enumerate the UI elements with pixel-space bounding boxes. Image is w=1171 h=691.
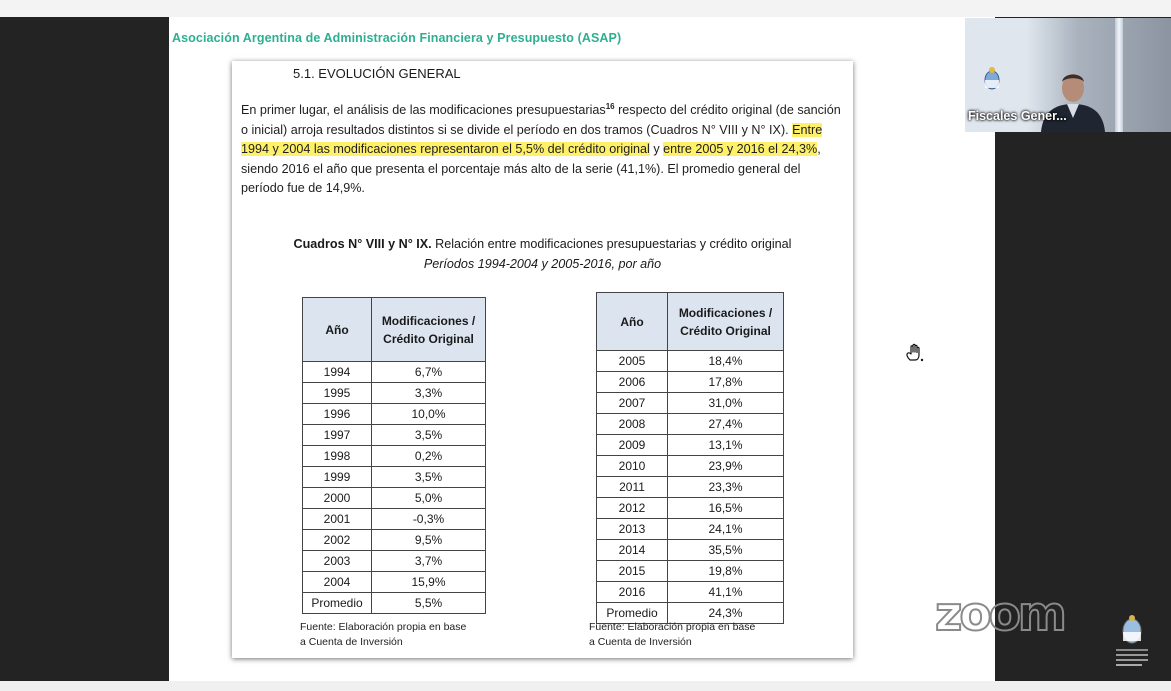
table-row — [597, 456, 784, 477]
percentage-cell: 5,0% — [372, 488, 486, 509]
slide-header: Asociación Argentina de Administración Financiera y Presupuesto (ASAP) — [172, 31, 622, 45]
table-row — [303, 593, 486, 614]
year-cell: 1998 — [303, 446, 372, 467]
source-line: Fuente: Elaboración propia en base — [589, 621, 756, 633]
table-row — [303, 509, 486, 530]
percentage-cell: 16,5% — [668, 498, 784, 519]
column-header-year: Año — [303, 298, 372, 362]
table-caption-period: Períodos 1994-2004 y 2005-2016, por año — [423, 257, 662, 271]
table-1994-2004 — [302, 297, 486, 614]
year-cell: 2000 — [303, 488, 372, 509]
paragraph-text: , siendo 2016 el año que presenta el porcentaje más alto de la serie (41,1%). El promedio general del período fue de 14,9%. — [241, 142, 821, 196]
table-row — [303, 551, 486, 572]
year-cell: 2016 — [597, 582, 668, 603]
table-row — [303, 530, 486, 551]
table-row — [597, 414, 784, 435]
percentage-cell: 9,5% — [372, 530, 486, 551]
year-cell: 2013 — [597, 519, 668, 540]
hand-cursor-icon — [903, 342, 925, 364]
year-cell: 1994 — [303, 362, 372, 383]
year-cell: Promedio — [597, 603, 668, 624]
percentage-cell: 24,1% — [668, 519, 784, 540]
percentage-cell: 6,7% — [372, 362, 486, 383]
coat-of-arms-icon — [983, 66, 1001, 92]
paragraph-text: y — [649, 142, 664, 157]
percentage-cell: 35,5% — [668, 540, 784, 561]
table-row — [597, 372, 784, 393]
percentage-cell: 3,5% — [372, 425, 486, 446]
table-row — [597, 519, 784, 540]
column-header-modifications: Modificaciones / Crédito Original — [668, 293, 784, 351]
year-cell: 2010 — [597, 456, 668, 477]
source-line: a Cuenta de Inversión — [589, 636, 692, 648]
percentage-cell: 23,9% — [668, 456, 784, 477]
year-cell: 2003 — [303, 551, 372, 572]
percentage-cell: 10,0% — [372, 404, 486, 425]
percentage-cell: 31,0% — [668, 393, 784, 414]
year-cell: 2001 — [303, 509, 372, 530]
table-row — [303, 446, 486, 467]
table-2005-2016 — [596, 292, 784, 624]
section-title: 5.1. EVOLUCIÓN GENERAL — [293, 66, 461, 81]
year-cell: 1995 — [303, 383, 372, 404]
caption-text: Relación entre modificaciones presupuestarias y crédito original — [431, 237, 792, 251]
table-row — [303, 467, 486, 488]
table-row — [597, 435, 784, 456]
year-cell: 2012 — [597, 498, 668, 519]
footnote-marker: 16 — [605, 101, 615, 111]
percentage-cell: 3,5% — [372, 467, 486, 488]
percentage-cell: 17,8% — [668, 372, 784, 393]
highlighted-text: Entre 1994 y 2004 las modificaciones representaron el 5,5% del crédito original — [241, 122, 823, 157]
percentage-cell: -0,3% — [372, 509, 486, 530]
table-row — [597, 351, 784, 372]
paragraph-text: En primer lugar, el análisis de las modificaciones presupuestarias — [241, 103, 606, 117]
table-row — [303, 362, 486, 383]
paragraph-text: respecto del crédito original (de sanción o inicial) arroja resultados distintos si se divide el período en dos tramos (Cuadros N° VIII y N° IX). — [241, 103, 841, 137]
source-line: Fuente: Elaboración propia en base — [300, 621, 467, 633]
year-cell: 2009 — [597, 435, 668, 456]
year-cell: 2006 — [597, 372, 668, 393]
percentage-cell: 18,4% — [668, 351, 784, 372]
percentage-cell: 41,1% — [668, 582, 784, 603]
percentage-cell: 3,7% — [372, 551, 486, 572]
top-bar — [0, 0, 1171, 17]
government-emblem-icon — [1112, 613, 1152, 669]
table-row — [597, 582, 784, 603]
percentage-cell: 0,2% — [372, 446, 486, 467]
table-row — [597, 498, 784, 519]
year-cell: 1997 — [303, 425, 372, 446]
table-row — [597, 540, 784, 561]
year-cell: Promedio — [303, 593, 372, 614]
year-cell: 1996 — [303, 404, 372, 425]
table-row — [303, 425, 486, 446]
table-row — [303, 383, 486, 404]
table-row — [597, 393, 784, 414]
table-row — [303, 404, 486, 425]
caption-bold: Cuadros N° VIII y N° IX. — [293, 237, 432, 251]
flag-icon — [1115, 18, 1123, 132]
table-source-note — [300, 620, 466, 650]
percentage-cell: 5,5% — [372, 593, 486, 614]
year-cell: 2011 — [597, 477, 668, 498]
year-cell: 2014 — [597, 540, 668, 561]
participant-name: Fiscales Gener... — [968, 109, 1067, 123]
shared-screen-slide — [169, 17, 995, 681]
table-row — [597, 477, 784, 498]
highlighted-text: entre 2005 y 2016 el 24,3% — [663, 142, 818, 157]
table-source-note — [589, 620, 755, 650]
percentage-cell: 15,9% — [372, 572, 486, 593]
year-cell: 2005 — [597, 351, 668, 372]
column-header-modifications: Modificaciones / Crédito Original — [372, 298, 486, 362]
zoom-logo: zoom — [935, 587, 1064, 642]
column-header-year: Año — [597, 293, 668, 351]
table-row — [597, 561, 784, 582]
bottom-bar — [0, 681, 1171, 691]
year-cell: 2015 — [597, 561, 668, 582]
table-row — [303, 488, 486, 509]
body-paragraph — [241, 101, 845, 199]
document-page — [232, 61, 853, 658]
percentage-cell: 19,8% — [668, 561, 784, 582]
source-line: a Cuenta de Inversión — [300, 636, 403, 648]
percentage-cell: 24,3% — [668, 603, 784, 624]
year-cell: 2002 — [303, 530, 372, 551]
year-cell: 2008 — [597, 414, 668, 435]
table-caption — [232, 237, 853, 251]
year-cell: 2007 — [597, 393, 668, 414]
year-cell: 2004 — [303, 572, 372, 593]
percentage-cell: 3,3% — [372, 383, 486, 404]
table-row — [303, 572, 486, 593]
year-cell: 1999 — [303, 467, 372, 488]
percentage-cell: 27,4% — [668, 414, 784, 435]
percentage-cell: 13,1% — [668, 435, 784, 456]
percentage-cell: 23,3% — [668, 477, 784, 498]
participant-video-tile[interactable] — [965, 18, 1171, 132]
